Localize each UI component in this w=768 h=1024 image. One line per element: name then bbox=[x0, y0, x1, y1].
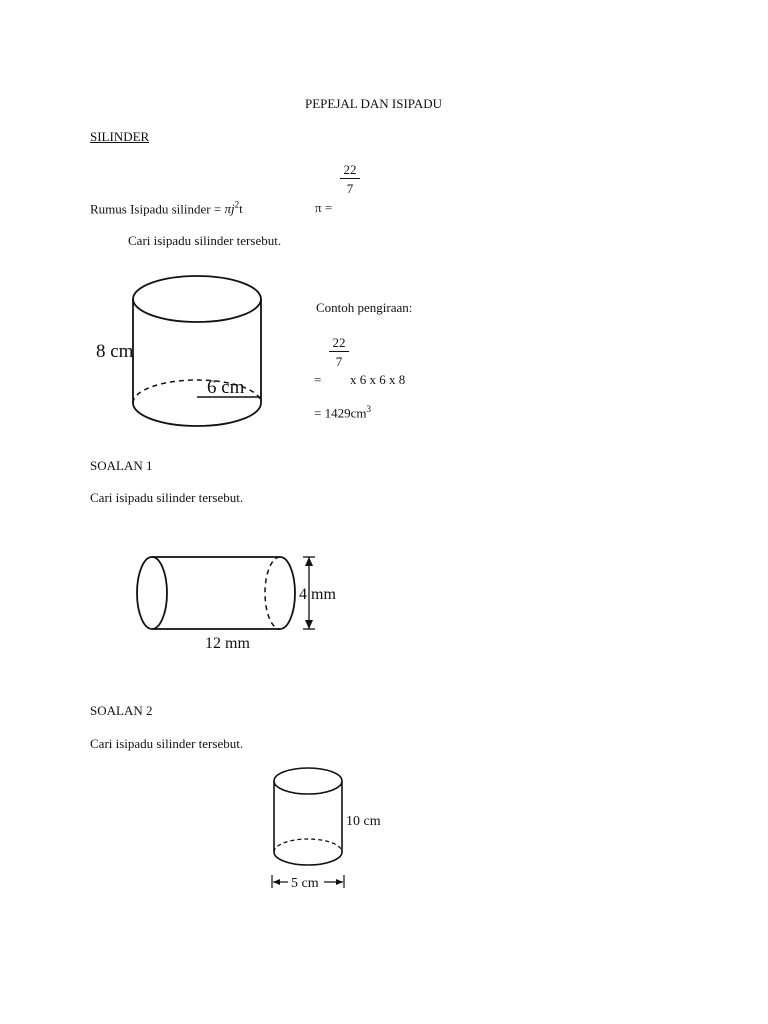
section-heading: SILINDER bbox=[90, 129, 150, 144]
example-cylinder-diagram bbox=[133, 276, 261, 426]
example-instruction: Cari isipadu silinder tersebut. bbox=[128, 233, 282, 248]
example-result: = $1429cm^3$ bbox=[314, 404, 371, 421]
soalan1-heading: SOALAN 1 bbox=[90, 458, 153, 473]
example-multiplication: x 6 x 6 x 8 bbox=[350, 372, 406, 387]
example-equals: = bbox=[314, 372, 322, 387]
soalan1-length-label: 12 mm bbox=[205, 635, 250, 652]
soalan1-cylinder-diagram bbox=[137, 557, 315, 629]
example-fraction: $\frac{22}{7}$ bbox=[329, 336, 349, 368]
pi-fraction: $\frac{22}{7}$ bbox=[340, 163, 360, 195]
soalan1-arrow-down bbox=[305, 620, 313, 629]
example-radius-label: 6 cm bbox=[207, 377, 245, 398]
soalan2-instruction: Cari isipadu silinder tersebut. bbox=[90, 736, 244, 751]
soalan2-cylinder-diagram bbox=[272, 768, 344, 888]
example-heading: Contoh pengiraan: bbox=[316, 300, 413, 315]
soalan2-arrow-right bbox=[336, 879, 343, 885]
example-height-label: 8 cm bbox=[96, 341, 134, 362]
soalan2-heading: SOALAN 2 bbox=[90, 703, 153, 718]
formula-expression: $\pi j^2t$ bbox=[224, 200, 243, 217]
soalan1-arrow-up bbox=[305, 557, 313, 566]
page-title: PEPEJAL DAN ISIPADU bbox=[305, 96, 443, 111]
soalan2-height-label: 10 cm bbox=[346, 814, 381, 829]
soalan2-arrow-left bbox=[273, 879, 280, 885]
soalan1-instruction: Cari isipadu silinder tersebut. bbox=[90, 490, 244, 505]
pi-label: π = bbox=[315, 200, 333, 215]
soalan1-diameter-label: 4 mm bbox=[299, 586, 336, 603]
soalan2-diameter-label: 5 cm bbox=[291, 876, 319, 891]
formula-label: Rumus Isipadu silinder = $\pi j^2t$ bbox=[90, 200, 243, 217]
